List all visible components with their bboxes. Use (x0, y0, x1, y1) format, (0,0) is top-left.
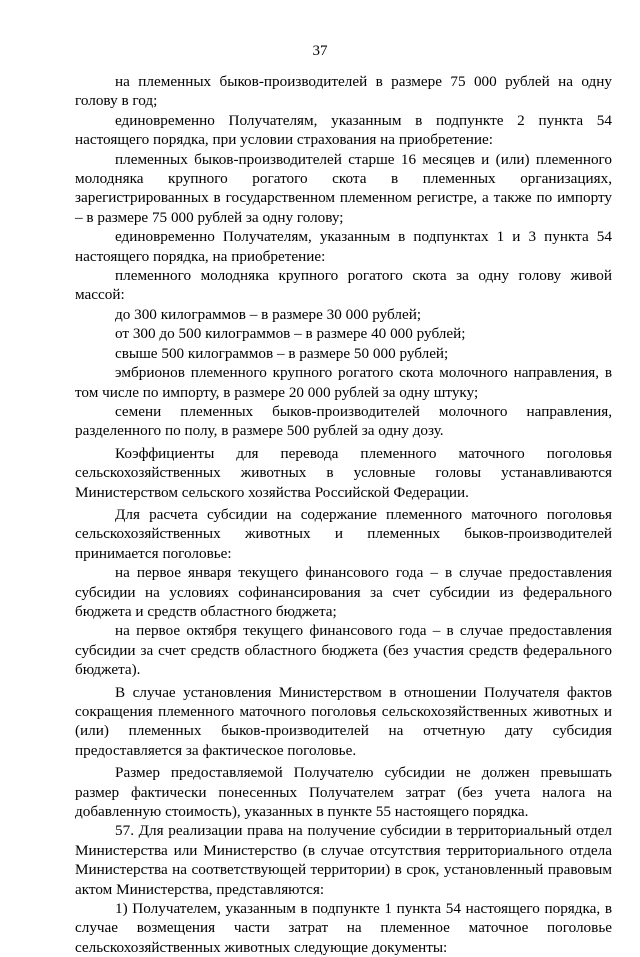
paragraph: Для расчета субсидии на содержание племенного маточного поголовья сельскохозяйственных животных и племенных быков-производителей принимается поголовье: (75, 505, 612, 562)
paragraph: семени племенных быков-производителей молочного направления, разделенного по полу, в размере 500 рублей за одну дозу. (75, 402, 612, 440)
paragraph: племенного молодняка крупного рогатого скота за одну голову живой массой: (75, 267, 612, 304)
paragraph: на племенных быков-производителей в размере 75 000 рублей на одну голову в год; (75, 73, 612, 110)
document-body (75, 72, 612, 957)
paragraph: на первое октября текущего финансового года – в случае предоставления субсидии за счет средств областного бюджета (без участия средств федерального бюджета). (75, 622, 612, 679)
paragraph: 1) Получателем, указанным в подпункте 1 пункта 54 настоящего порядка, в случае возмещения части затрат на племенное маточное поголовье сельскохозяйственных животных следующие документы: (75, 900, 612, 956)
paragraph: В случае установления Министерством в отношении Получателя фактов сокращения племенного маточного поголовья сельскохозяйственных животных и (или) племенных быков-производителей на отчетную дату субсидия предоставляется за фактическое поголовье. (75, 683, 612, 759)
paragraph: племенных быков-производителей старше 16 месяцев и (или) племенного молодняка крупного рогатого скота в племенных организациях, зарегистрированных в государственном племенном регистре, а также по импорту – в размере 75 000 рублей за одну голову; (75, 150, 612, 226)
paragraph: эмбрионов племенного крупного рогатого скота молочного направления, в том числе по импорту, в размере 20 000 рублей за одну штуку; (75, 364, 612, 401)
paragraph: на первое января текущего финансового года – в случае предоставления субсидии на условиях софинансирования за счет субсидии из федерального бюджета и средств областного бюджета; (75, 564, 612, 620)
paragraph: до 300 килограммов – в размере 30 000 рублей; (115, 305, 422, 323)
paragraph: единовременно Получателям, указанным в подпунктах 1 и 3 пункта 54 настоящего порядка, на приобретение: (75, 228, 612, 265)
paragraph: Размер предоставляемой Получателю субсидии не должен превышать размер фактически понесенных Получателем затрат (без учета налога на добавленную стоимость), указанных в пункте 55 настоящего порядка. (75, 764, 612, 821)
paragraph: 57. Для реализации права на получение субсидии в территориальный отдел Министерства или Министерство (в случае отсутствия территориального отдела Министерства на соответствующей территории) в срок, установленный правовым актом Министерства, представляются: (75, 822, 612, 898)
paragraph: от 300 до 500 килограммов – в размере 40 000 рублей; (115, 325, 466, 343)
paragraph: Коэффициенты для перевода племенного маточного поголовья сельскохозяйственных животных в условные головы устанавливаются Министерством сельского хозяйства Российской Федерации. (75, 444, 612, 501)
page-number: 37 (312, 43, 328, 59)
paragraph: единовременно Получателям, указанным в подпункте 2 пункта 54 настоящего порядка, при условии страхования на приобретение: (75, 111, 612, 149)
paragraph: свыше 500 килограммов – в размере 50 000 рублей; (115, 344, 449, 362)
